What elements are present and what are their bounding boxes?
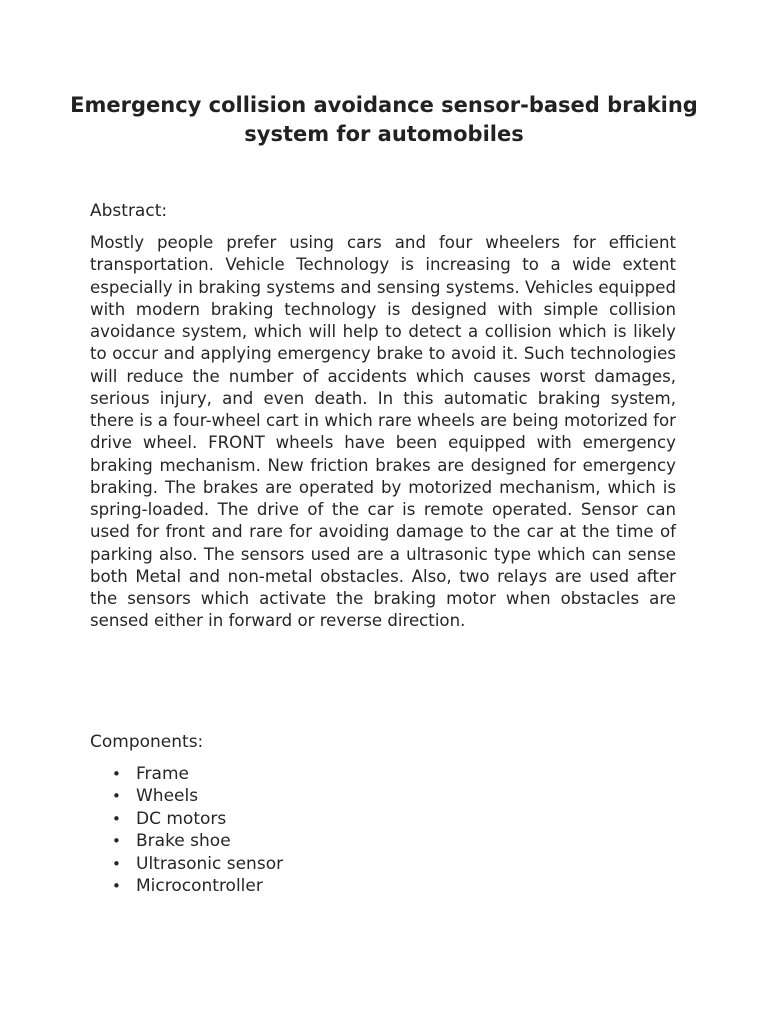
component-label: Brake shoe bbox=[136, 831, 231, 852]
bullet-icon: • bbox=[112, 832, 121, 851]
component-label: Wheels bbox=[136, 786, 199, 807]
document-title: Emergency collision avoidance sensor-based braking system for automobiles bbox=[70, 93, 698, 146]
list-item bbox=[90, 785, 283, 807]
components-list bbox=[90, 763, 283, 897]
abstract-heading: Abstract: bbox=[90, 201, 168, 221]
bullet-icon: • bbox=[112, 876, 121, 895]
abstract-body: Mostly people prefer using cars and four wheelers for efficient transportation. Vehicle Technology is increasing to a wide extent especially in braking systems and sensing systems. Vehicles equipped with modern braking technology is designed with simple collision avoidance system, which will help to detect a collision which is likely to occur and applying emergency brake to avoid it. Such technologies will reduce the number of accidents which causes worst damages, serious injury, and even death. In this automatic braking system, there is a four-wheel cart in which rare wheels are being motorized for drive wheel. FRONT wheels have been equipped with emergency braking mechanism. New friction brakes are designed for emergency braking. The brakes are operated by motorized mechanism, which is spring-loaded. The drive of the car is remote operated. Sensor can used for front and rare for avoiding damage to the car at the time of parking also. The sensors used are a ultrasonic type which can sense both Metal and non-metal obstacles. Also, two relays are used after the sensors which activate the braking motor when obstacles are sensed either in forward or reverse direction. bbox=[90, 233, 676, 631]
list-item bbox=[90, 875, 283, 897]
bullet-icon: • bbox=[112, 809, 121, 828]
component-label: Microcontroller bbox=[136, 875, 263, 896]
components-heading: Components: bbox=[90, 732, 204, 752]
list-item bbox=[90, 830, 283, 852]
list-item bbox=[90, 808, 283, 830]
bullet-icon: • bbox=[112, 765, 121, 783]
list-item bbox=[90, 853, 283, 875]
component-label: DC motors bbox=[136, 808, 227, 829]
component-label: Frame bbox=[136, 764, 189, 784]
list-item bbox=[90, 763, 283, 785]
bullet-icon: • bbox=[112, 854, 121, 873]
bullet-icon: • bbox=[112, 787, 121, 806]
component-label: Ultrasonic sensor bbox=[136, 853, 284, 874]
